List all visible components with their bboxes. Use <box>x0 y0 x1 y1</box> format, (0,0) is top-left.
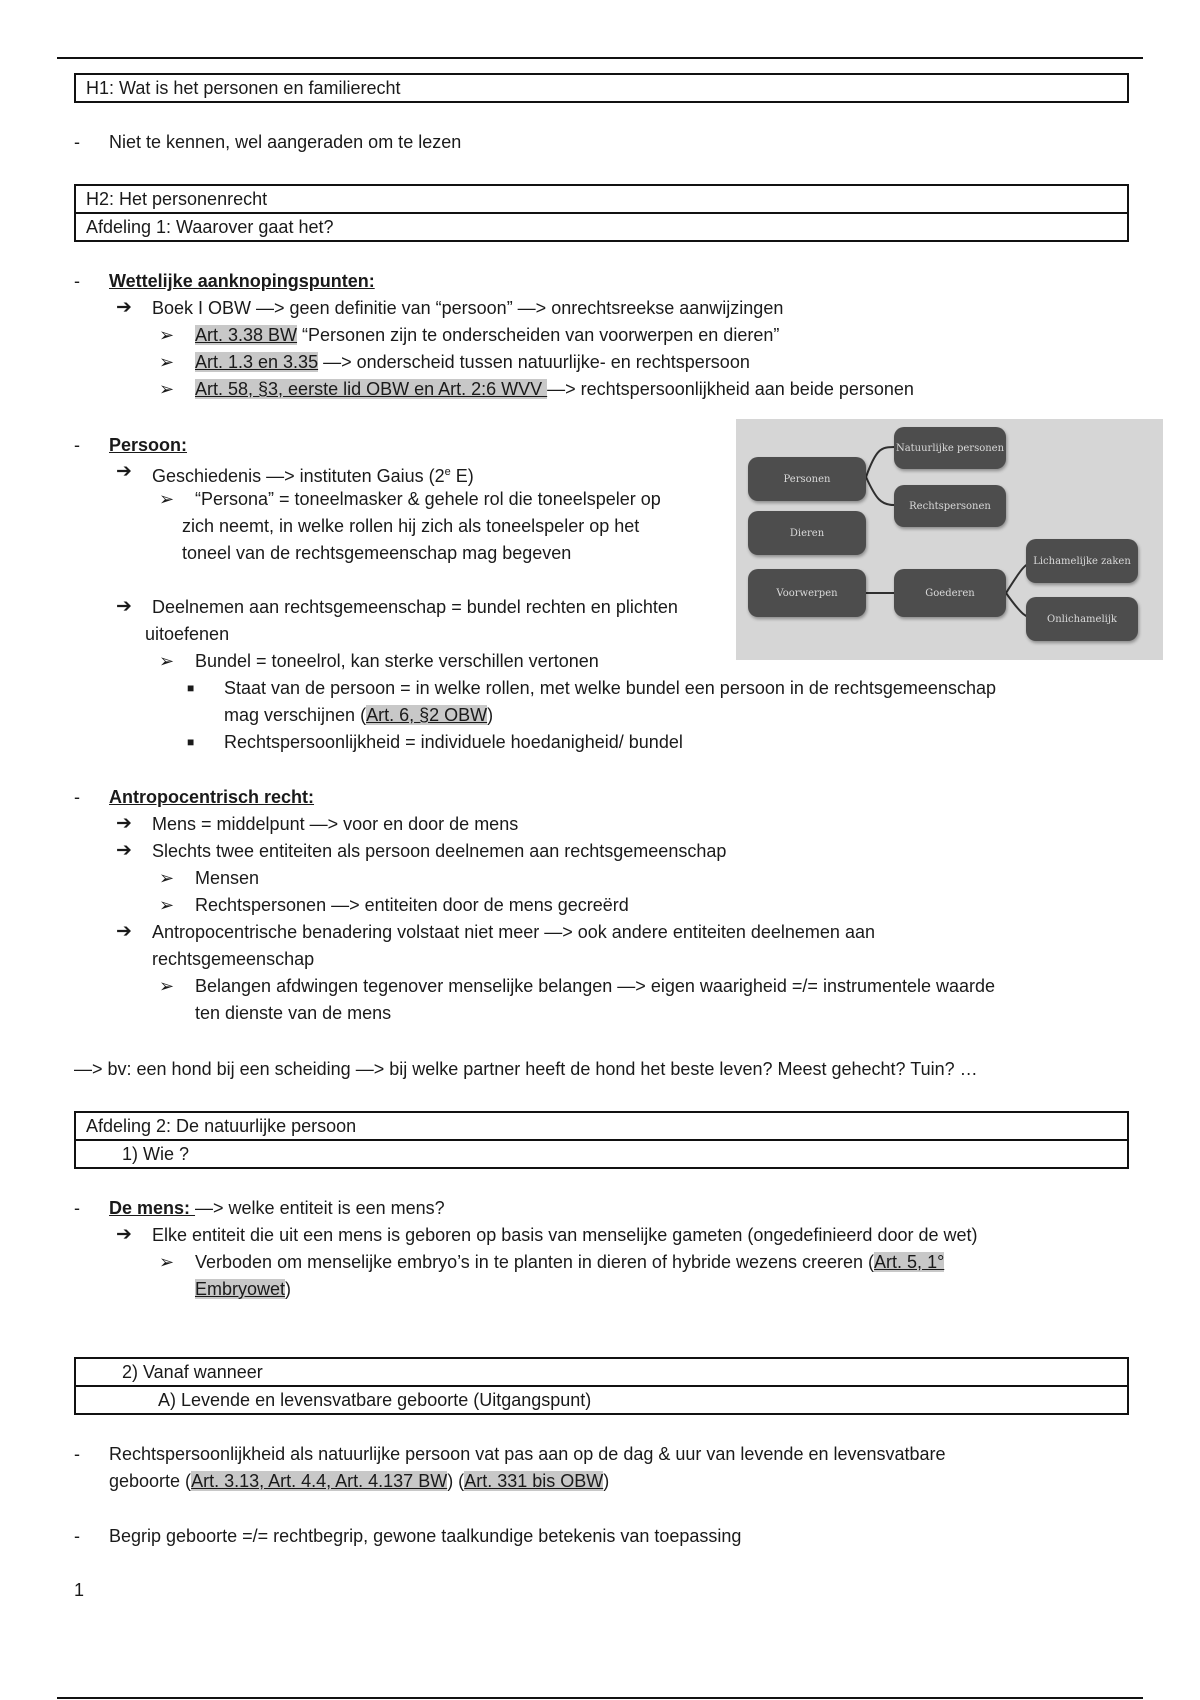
h2-title: H2: Het personenrecht <box>86 189 268 209</box>
wettelijke-sub1: Art. 3.38 BW “Personen zijn te onderscheiden van voorwerpen en dieren” <box>195 325 780 345</box>
diagram-node-dieren: Dieren <box>748 511 866 555</box>
diagram-node-voorwerpen: Voorwerpen <box>748 569 866 617</box>
diagram-node-onlichamelijk: Onlichamelijk <box>1026 597 1138 641</box>
top-rule <box>57 57 1143 59</box>
persoon-sub2: Bundel = toneelrol, kan sterke verschillen vertonen <box>195 651 599 671</box>
wettelijke-heading: Wettelijke aanknopingspunten: <box>109 271 375 291</box>
wettelijke-sub2: Art. 1.3 en 3.35 —> onderscheid tussen natuurlijke- en rechtspersoon <box>195 352 750 372</box>
persoon-sq2: Rechtspersoonlijkheid = individuele hoedanigheid/ bundel <box>224 732 683 752</box>
dash-bullet: - <box>74 1444 80 1464</box>
h1-box <box>74 73 1129 103</box>
diagram-node-lichamelijke: Lichamelijke zaken <box>1026 539 1138 583</box>
persoon-sub1-l1: “Persona” = toneelmasker & gehele rol die toneelspeler op <box>195 489 661 509</box>
rpl-l1: Rechtspersoonlijkheid als natuurlijke persoon vat pas aan op de dag & uur van levende en levensvatbare <box>109 1444 946 1464</box>
begrip-line: Begrip geboorte =/= rechtbegrip, gewone taalkundige betekenis van toepassing <box>109 1526 742 1546</box>
square-bullet-icon: ■ <box>187 681 195 695</box>
dash-bullet: - <box>74 787 80 807</box>
antropo-sub3-l1: Belangen afdwingen tegenover menselijke belangen —> eigen waarigheid =/= instrumentele waarde <box>195 976 996 996</box>
rpl-l2: geboorte (Art. 3.13, Art. 4.4, Art. 4.137 BW) (Art. 331 bis OBW) <box>109 1471 610 1491</box>
arrow-right-icon: ➔ <box>116 297 132 318</box>
dash-bullet: - <box>74 132 80 152</box>
diagram-node-goederen: Goederen <box>894 569 1006 617</box>
arrow-right-icon: ➔ <box>116 921 132 942</box>
persoon-heading: Persoon: <box>109 435 188 455</box>
chevron-bullet-icon: ➢ <box>159 1252 175 1272</box>
h1-title: H1: Wat is het personen en familierecht <box>86 78 401 98</box>
vanaf-q2: 2) Vanaf wanneer <box>122 1362 263 1382</box>
afdeling1-title: Afdeling 1: Waarover gaat het? <box>76 212 1127 240</box>
arrow-right-icon: ➔ <box>116 1224 132 1245</box>
mens-heading: De mens: —> welke entiteit is een mens? <box>109 1198 445 1218</box>
mens-sub1-l1: Verboden om menselijke embryo’s in te planten in dieren of hybride wezens creeren (Art. 5, 1° <box>195 1252 945 1272</box>
chevron-bullet-icon: ➢ <box>159 325 175 345</box>
afdeling2-title: Afdeling 2: De natuurlijke persoon <box>86 1116 357 1136</box>
persoon-sq1-l2: mag verschijnen (Art. 6, §2 OBW) <box>224 705 494 725</box>
diagram-node-personen: Personen <box>748 457 866 501</box>
antropo-arrow1: Mens = middelpunt —> voor en door de mens <box>152 814 519 834</box>
mens-sub1-l2: Embryowet) <box>195 1279 292 1299</box>
chevron-bullet-icon: ➢ <box>159 651 175 671</box>
afdeling2-box <box>74 1111 1129 1169</box>
diagram-node-natuurlijke: Natuurlijke personen <box>894 427 1006 469</box>
afdeling2-q1: 1) Wie ? <box>76 1139 1127 1167</box>
chevron-bullet-icon: ➢ <box>159 352 175 372</box>
persoon-sub1-l2: zich neemt, in welke rollen hij zich als toneelspeler op het <box>182 516 640 536</box>
antropo-sub1: Mensen <box>195 868 260 888</box>
chevron-bullet-icon: ➢ <box>159 379 175 399</box>
bottom-rule <box>57 1697 1143 1699</box>
chevron-bullet-icon: ➢ <box>159 976 175 996</box>
square-bullet-icon: ■ <box>187 735 195 749</box>
persoon-sub1-l3: toneel van de rechtsgemeenschap mag begeven <box>182 543 572 563</box>
antropo-arrow2: Slechts twee entiteiten als persoon deelnemen aan rechtsgemeenschap <box>152 841 727 861</box>
dash-bullet: - <box>74 435 80 455</box>
dash-bullet: - <box>74 1198 80 1218</box>
arrow-right-icon: ➔ <box>116 840 132 861</box>
h2-box <box>74 184 1129 242</box>
intro-bullet: Niet te kennen, wel aangeraden om te lezen <box>109 132 462 152</box>
wettelijke-sub3: Art. 58, §3, eerste lid OBW en Art. 2:6 WVV —> rechtspersoonlijkheid aan beide personen <box>195 379 914 399</box>
persoon-arrow2-l2: uitoefenen <box>145 624 230 644</box>
diagram-node-rechtspersonen: Rechtspersonen <box>894 485 1006 527</box>
dash-bullet: - <box>74 271 80 291</box>
persoon-sq1-l1: Staat van de persoon = in welke rollen, met welke bundel een persoon in de rechtsgemeenschap <box>224 678 996 698</box>
dash-bullet: - <box>74 1526 80 1546</box>
wettelijke-arrow1: Boek I OBW —> geen definitie van “persoon” —> onrechtsreekse aanwijzingen <box>152 298 784 318</box>
antropo-sub3-l2: ten dienste van de mens <box>195 1003 392 1023</box>
chevron-bullet-icon: ➢ <box>159 489 175 509</box>
page-number: 1 <box>74 1580 85 1600</box>
vanaf-box <box>74 1357 1129 1415</box>
arrow-right-icon: ➔ <box>116 461 132 482</box>
mens-arrow1: Elke entiteit die uit een mens is geboren op basis van menselijke gameten (ongedefinieerd door de wet) <box>152 1225 978 1245</box>
persoon-arrow1: Geschiedenis —> instituten Gaius (2e E) <box>152 466 474 486</box>
example-line: —> bv: een hond bij een scheiding —> bij welke partner heeft de hond het beste leven? Meest gehecht? Tuin? … <box>74 1059 978 1079</box>
vanaf-qa: A) Levende en levensvatbare geboorte (Uitgangspunt) <box>76 1385 1127 1413</box>
persoon-arrow2-l1: Deelnemen aan rechtsgemeenschap = bundel rechten en plichten <box>152 597 678 617</box>
arrow-right-icon: ➔ <box>116 813 132 834</box>
antropo-heading: Antropocentrisch recht: <box>109 787 315 807</box>
chevron-bullet-icon: ➢ <box>159 895 175 915</box>
persons-diagram-image <box>736 419 1163 660</box>
antropo-sub2: Rechtspersonen —> entiteiten door de mens gecreërd <box>195 895 629 915</box>
chevron-bullet-icon: ➢ <box>159 868 175 888</box>
antropo-arrow3-l1: Antropocentrische benadering volstaat niet meer —> ook andere entiteiten deelnemen aan <box>152 922 875 942</box>
arrow-right-icon: ➔ <box>116 596 132 617</box>
antropo-arrow3-l2: rechtsgemeenschap <box>152 949 315 969</box>
